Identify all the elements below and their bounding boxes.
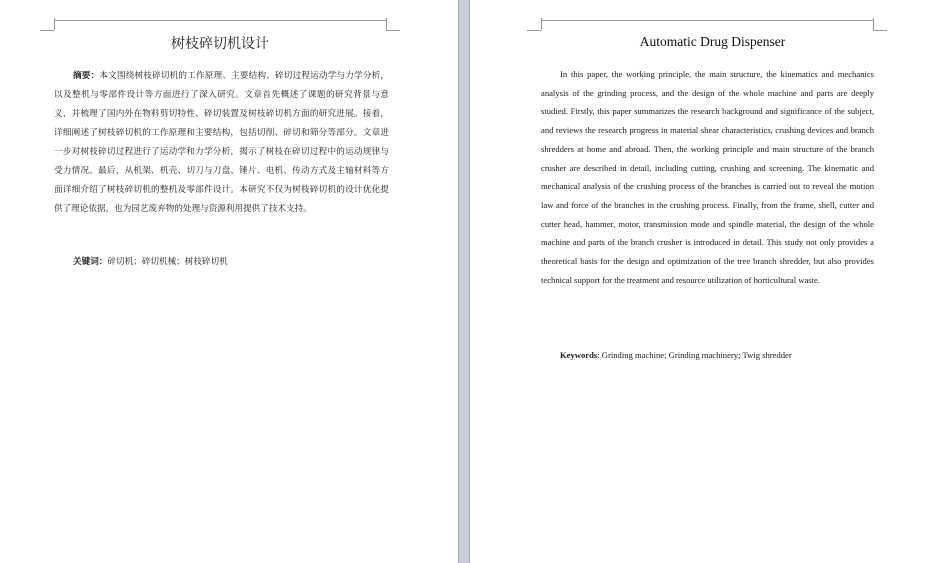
keywords-label-en: Keywords	[560, 350, 598, 360]
document-title-en: Automatic Drug Dispenser	[639, 34, 786, 49]
keywords-label: 关键词	[73, 257, 99, 267]
keywords-line	[73, 253, 403, 271]
header-mark-left	[527, 30, 541, 31]
header-mark-left	[40, 30, 54, 31]
keywords-label-sep: ：	[98, 257, 108, 267]
keywords-text-en: Grinding machine; Grinding machinery; Twig shredder	[601, 350, 792, 360]
keywords-text: 碎切机；碎切机械；树枝碎切机	[107, 257, 228, 267]
abstract-paragraph	[54, 67, 389, 219]
document-title: 树枝碎切机设计	[171, 36, 269, 52]
header-mark-right-tick	[873, 18, 874, 30]
header-mark-right	[386, 30, 400, 31]
header-rule	[541, 20, 873, 21]
header-rule	[54, 20, 386, 21]
abstract-label-sep: ：	[90, 71, 100, 81]
abstract-label: 摘要	[73, 71, 91, 81]
page-gutter	[458, 0, 470, 563]
abstract-paragraph-en: In this paper, the working principle, the main structure, the kinematics and mechanics analysis of the grinding process, and the design of the whole machine and parts are deeply studied. Firstly, this paper summarizes the research background and significance of the subject, and reviews the research progress in material shear characteristics, crushing devices and branch shredders at home and abroad. Then, the working principle and main structure of the branch crusher are described in detail, including cutting, crushing and screening. The kinematic and mechanical analysis of the crushing process of the branches is carried out to reveal the motion law and force of the branches in the crushing process. Finally, from the frame, shell, cutter and cutter head, hammer, motor, transmission mode and spindle material, the design of the whole machine and parts of the branch crusher is introduced in detail. This study not only provides a theoretical basis for the design and optimization of the tree branch shredder, but also provides technical support for the treatment and resource utilization of horticultural waste.	[541, 69, 874, 285]
left-page	[0, 0, 458, 563]
keywords-line-en	[560, 346, 880, 364]
keywords-label-sep-en: :	[597, 350, 602, 360]
abstract-text: 本文围绕树枝碎切机的工作原理、主要结构、碎切过程运动学与力学分析，以及整机与零部件设计等方面进行了深入研究。文章首先概述了课题的研究背景与意义，并梳理了国内外在物料剪切特性、碎切装置及树枝碎切机方面的研究进展。接着，详细阐述了树枝碎切机的工作原理和主要结构，包括切削、碎切和筛分等部分。文章进一步对树枝碎切过程进行了运动学和力学分析，揭示了树枝在碎切过程中的运动规律与受力情况。最后，从机架、机壳、切刀与刀盘、锤片、电机、传动方式及主轴材料等方面详细介绍了树枝碎切机的整机及零部件设计。本研究不仅为树枝碎切机的设计优化提供了理论依据，也为园艺废弃物的处理与资源利用提供了技术支持。	[54, 71, 389, 214]
header-mark-right	[873, 30, 887, 31]
header-mark-right-tick	[386, 18, 387, 30]
